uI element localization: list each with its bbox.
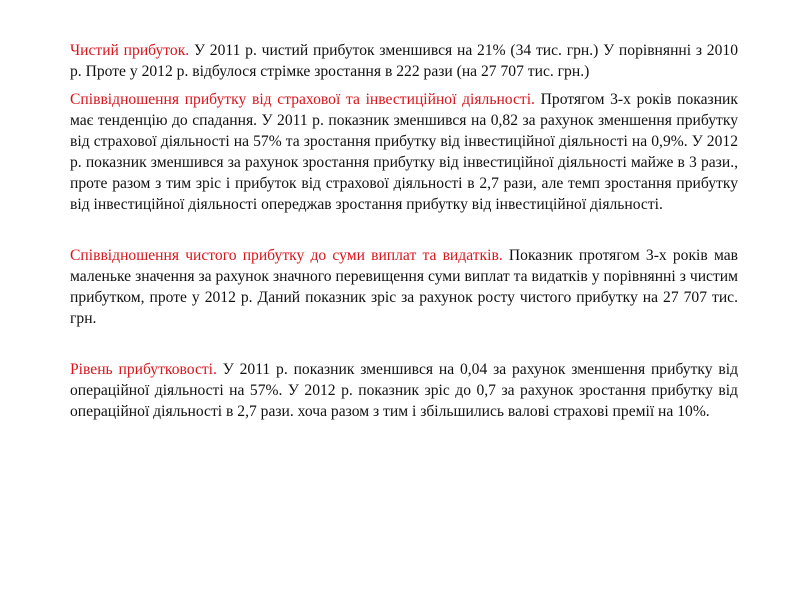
slide-text-body [70, 40, 738, 422]
paragraph-net-profit-to-payments-ratio [70, 245, 738, 329]
paragraph-net-profit-text: У 2011 р. чистий прибуток зменшився на 21% (34 тис. грн.) У порівнянні з 2010 р. Проте у 2012 р. відбулося стрімке зростання в 222 рази (на 27 707 тис. грн.) [70, 42, 738, 80]
term-net-profit: Чистий прибуток. [70, 42, 190, 59]
paragraph-insurance-investment-ratio [70, 89, 738, 215]
paragraph-net-profit [70, 40, 738, 82]
paragraph-insurance-investment-ratio-text: Протягом 3-х років показник має тенденцію до спадання. У 2011 р. показник зменшився на 0,82 за рахунок зменшення прибутку від страхової діяльності на 57% та зростання прибутку від інвестиційної діяльності на 0,9%. У 2012 р. показник зменшився за рахунок зростання прибутку від інвестиційної діяльності майже в 3 рази., проте разом з тим зріс і прибуток від страхової діяльності в 2,7 рази, але темп зростання прибутку від інвестиційної діяльності опереджав зростання прибутку від інвестиційної діяльності. [70, 91, 738, 213]
paragraph-profitability-level [70, 359, 738, 422]
paragraph-profitability-level-text: У 2011 р. показник зменшився на 0,04 за рахунок зменшення прибутку від операційної діяльності на 57%. У 2012 р. показник зріс до 0,7 за рахунок зростання прибутку від операційної діяльності в 2,7 рази. хоча разом з тим і збільшились валові страхові премії на 10%. [70, 361, 739, 420]
paragraph-net-profit-to-payments-ratio-text: Показник протягом 3-х років мав маленьке значення за рахунок значного перевищення суми виплат та видатків у порівнянні з чистим прибутком, проте у 2012 р. Даний показник зріс за рахунок росту чистого прибутку на 27 707 тис. грн. [70, 247, 738, 327]
term-insurance-investment-ratio: Співвідношення прибутку від страхової та інвестиційної діяльності. [70, 91, 535, 108]
term-net-profit-to-payments-ratio: Співвідношення чистого прибутку до суми виплат та видатків. [70, 247, 503, 264]
term-profitability-level: Рівень прибутковості. [70, 361, 217, 378]
